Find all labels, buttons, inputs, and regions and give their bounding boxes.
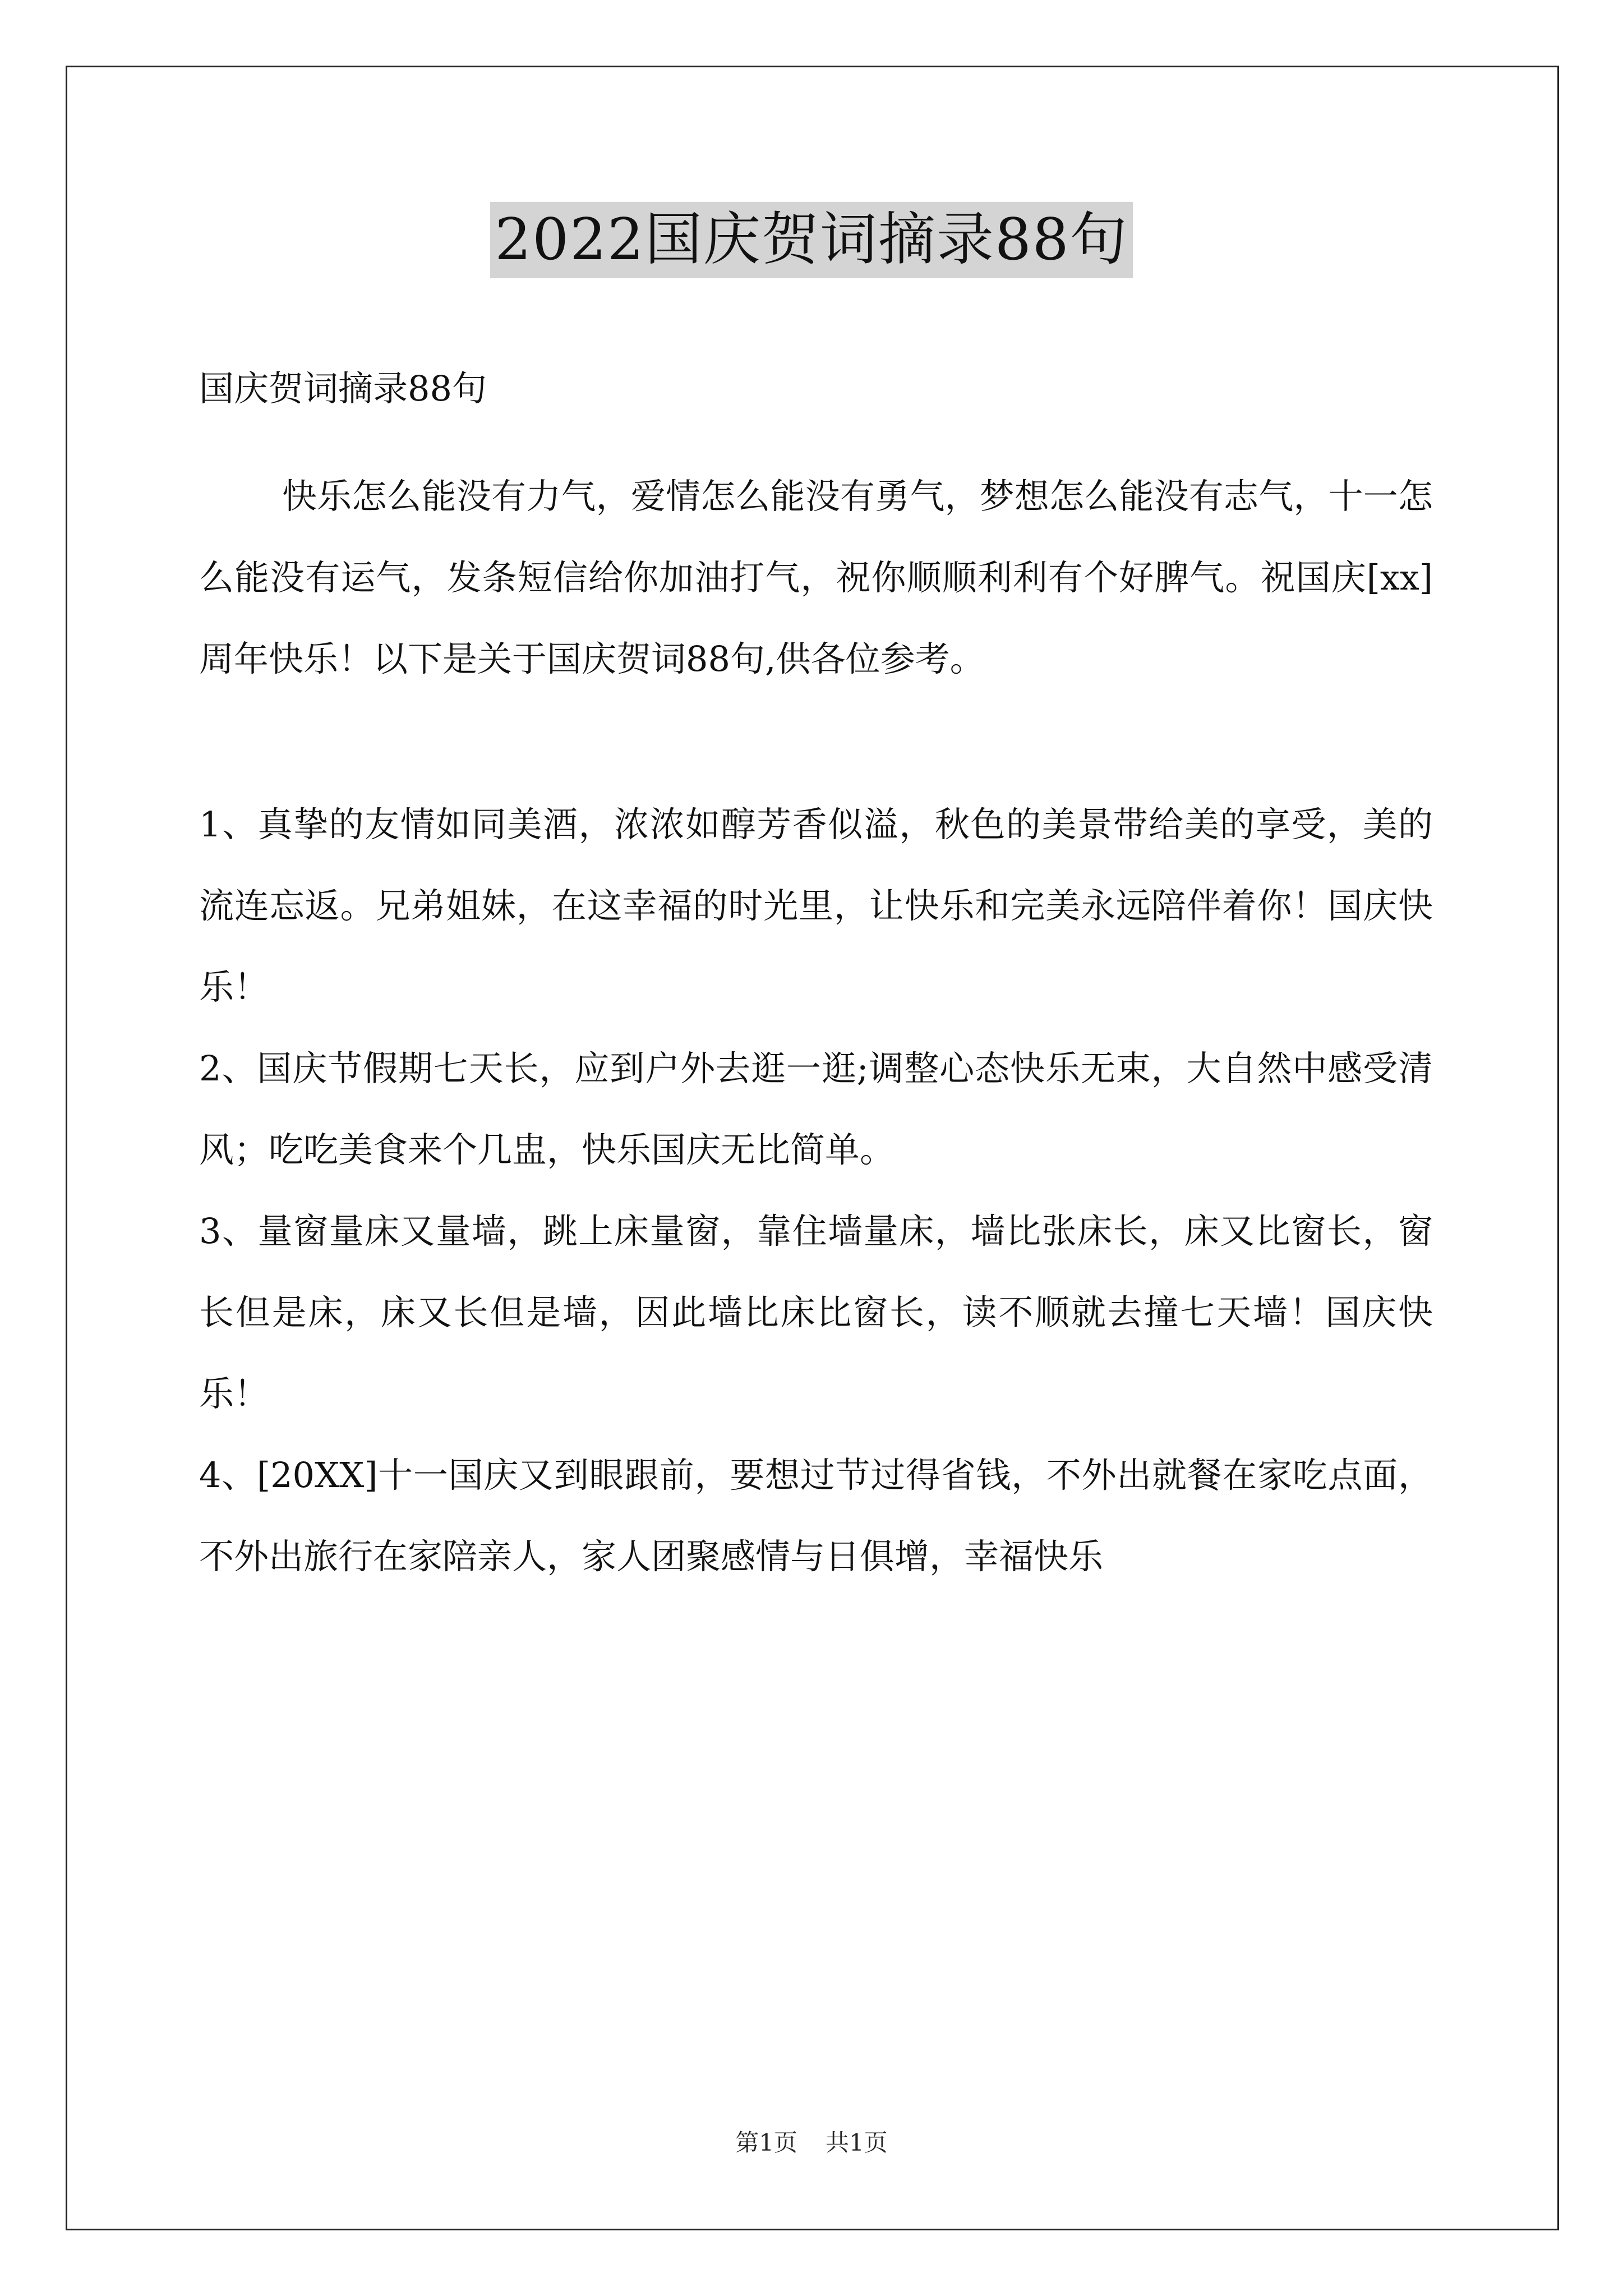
document-subtitle: 国庆贺词摘录88句 — [199, 368, 487, 409]
document-title: 2022国庆贺词摘录88句 — [490, 202, 1132, 278]
document-body — [199, 348, 1433, 1597]
page-total: 共1页 — [826, 2129, 888, 2156]
page-footer — [0, 2126, 1623, 2160]
paragraph-gap — [199, 700, 1433, 784]
title-container — [0, 202, 1623, 278]
list-item: 1、真挚的友情如同美酒，浓浓如醇芳香似溢，秋色的美景带给美的享受，美的流连忘返。兄弟姐妹，在这幸福的时光里，让快乐和完美永远陪伴着你！国庆快乐！ — [199, 804, 1433, 1007]
intro-paragraph: 快乐怎么能没有力气，爱情怎么能没有勇气，梦想怎么能没有志气，十一怎么能没有运气，发条短信给你加油打气，祝你顺顺利利有个好脾气。祝国庆[xx]周年快乐！以下是关于国庆贺词88句,供各位参考。 — [199, 476, 1433, 679]
list-item: 3、量窗量床又量墙，跳上床量窗，靠住墙量床，墙比张床长，床又比窗长，窗长但是床，床又长但是墙，因此墙比床比窗长，读不顺就去撞七天墙！国庆快乐！ — [199, 1211, 1433, 1414]
list-item: 4、[20XX]十一国庆又到眼跟前，要想过节过得省钱，不外出就餐在家吃点面，不外出旅行在家陪亲人，家人团聚感情与日俱增，幸福快乐 — [199, 1455, 1433, 1577]
list-item: 2、国庆节假期七天长，应到户外去逛一逛;调整心态快乐无束，大自然中感受清风；吃吃美食来个几盅，快乐国庆无比简单。 — [199, 1048, 1433, 1170]
page-number: 第1页 — [735, 2129, 797, 2156]
